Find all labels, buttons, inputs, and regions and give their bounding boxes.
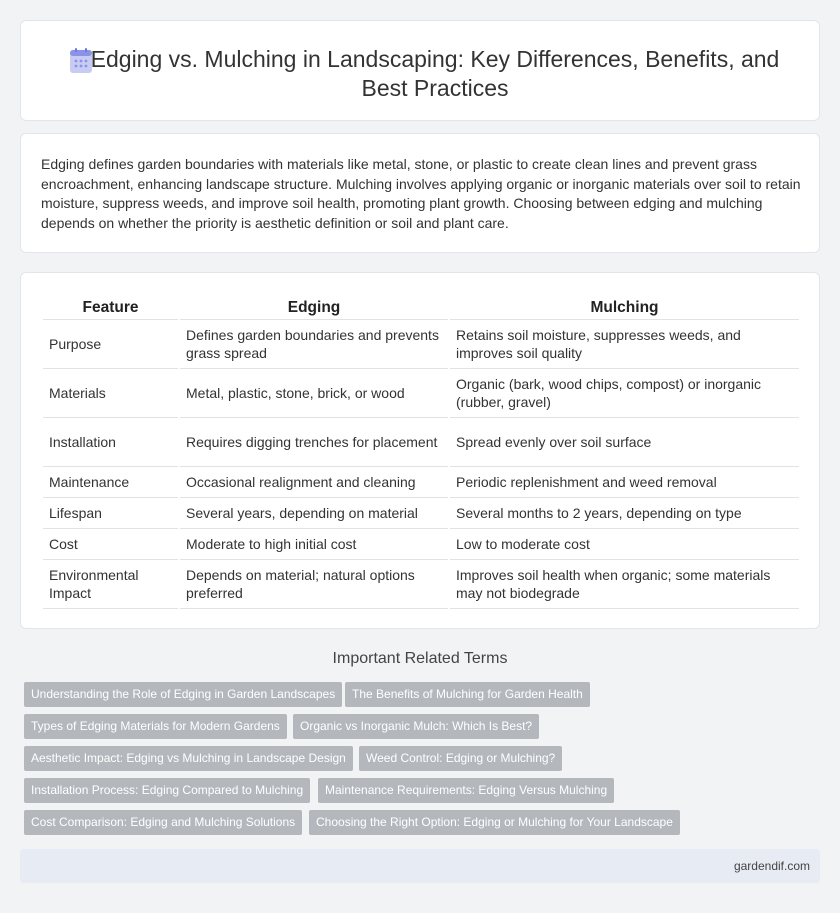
table-cell: Improves soil health when organic; some materials may not biodegrade [449, 559, 799, 608]
table-cell: Periodic replenishment and weed removal [449, 466, 799, 497]
comparison-table [43, 298, 799, 609]
intro-card [20, 133, 820, 253]
related-term-link[interactable]: Weed Control: Edging or Mulching? [359, 746, 562, 771]
table-cell: Environmental Impact [43, 559, 179, 608]
footer-site-link[interactable]: gardendif.com [733, 859, 810, 873]
table-cell: Occasional realignment and cleaning [179, 466, 449, 497]
table-row [43, 528, 799, 559]
table-cell: Depends on material; natural options preferred [179, 559, 449, 608]
table-cell: Purpose [43, 319, 179, 368]
related-term-link[interactable]: The Benefits of Mulching for Garden Health [345, 682, 590, 707]
table-header-mulching: Mulching [449, 298, 799, 319]
table-cell: Metal, plastic, stone, brick, or wood [179, 368, 449, 417]
comparison-table-card [20, 272, 820, 629]
related-term-link[interactable]: Installation Process: Edging Compared to Mulching [24, 778, 310, 803]
table-cell: Low to moderate cost [449, 528, 799, 559]
table-cell: Materials [43, 368, 179, 417]
table-row [43, 319, 799, 368]
related-term-link[interactable]: Aesthetic Impact: Edging vs Mulching in Landscape Design [24, 746, 353, 771]
table-header-feature: Feature [82, 299, 139, 317]
table-cell: Maintenance [43, 466, 179, 497]
related-term-link[interactable]: Understanding the Role of Edging in Garden Landscapes [24, 682, 342, 707]
table-cell: Spread evenly over soil surface [449, 417, 799, 466]
table-header-edging: Edging [179, 298, 449, 319]
table-cell: Several months to 2 years, depending on type [449, 497, 799, 528]
table-row [43, 466, 799, 497]
intro-paragraph: Edging defines garden boundaries with materials like metal, stone, or plastic to create clean lines and prevent grass encroachment, enhancing landscape structure. Mulching involves applying organic or inorganic materials over soil to retain moisture, suppress weeds, and improve soil health, promoting plant growth. Choosing between edging and mulching depends on whether the priority is aesthetic definition or soil and plant care. [41, 156, 801, 231]
table-cell: Moderate to high initial cost [179, 528, 449, 559]
related-term-link[interactable]: Choosing the Right Option: Edging or Mulching for Your Landscape [309, 810, 680, 835]
table-row [43, 368, 799, 417]
table-cell: Organic (bark, wood chips, compost) or inorganic (rubber, gravel) [449, 368, 799, 417]
related-term-link[interactable]: Types of Edging Materials for Modern Gardens [24, 714, 287, 739]
table-row [43, 559, 799, 608]
table-cell: Cost [43, 528, 179, 559]
table-cell: Requires digging trenches for placement [179, 417, 449, 466]
table-cell: Defines garden boundaries and prevents grass spread [179, 319, 449, 368]
related-term-link[interactable]: Cost Comparison: Edging and Mulching Solutions [24, 810, 302, 835]
related-term-link[interactable]: Organic vs Inorganic Mulch: Which Is Best? [293, 714, 539, 739]
page-title: Edging vs. Mulching in Landscaping: Key Differences, Benefits, and Best Practices [90, 46, 780, 101]
table-cell: Lifespan [43, 497, 179, 528]
table-cell: Installation [43, 417, 179, 466]
table-cell: Several years, depending on material [179, 497, 449, 528]
table-row [43, 497, 799, 528]
related-term-link[interactable]: Maintenance Requirements: Edging Versus Mulching [318, 778, 614, 803]
related-terms-title: Important Related Terms [332, 650, 508, 667]
table-row [43, 417, 799, 466]
header-card [20, 20, 820, 121]
footer [20, 849, 820, 883]
table-cell: Retains soil moisture, suppresses weeds, and improves soil quality [449, 319, 799, 368]
